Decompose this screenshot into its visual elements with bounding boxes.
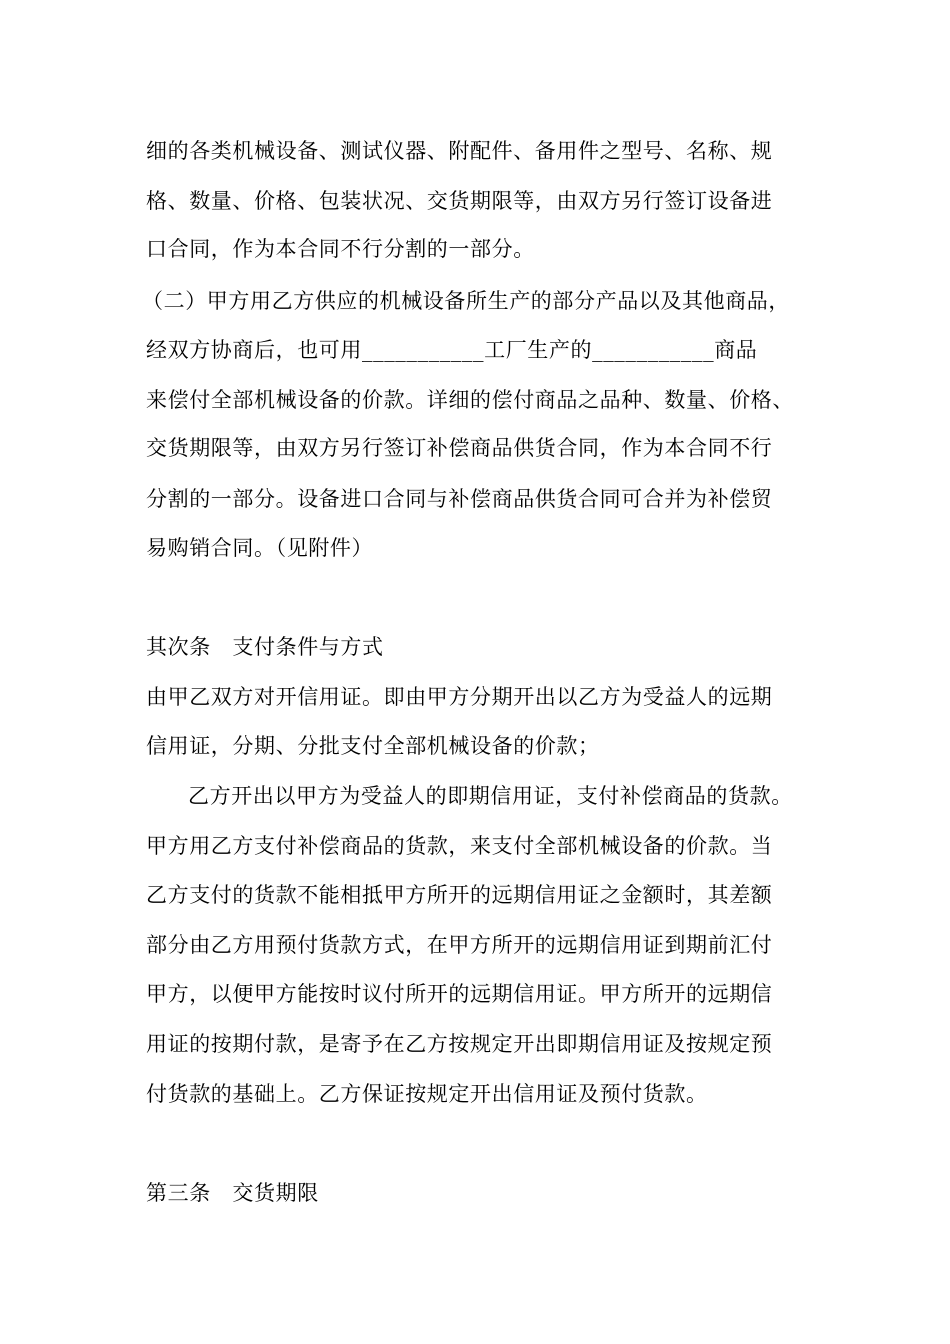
paragraph-line: 格、数量、价格、包装状况、交货期限等，由双方另行签订设备进 bbox=[146, 189, 773, 213]
paragraph-line: 付货款的基础上。乙方保证按规定开出信用证及预付货款。 bbox=[146, 1082, 708, 1106]
paragraph-line: 乙方开出以甲方为受益人的即期信用证，支付补偿商品的货款。 bbox=[188, 784, 793, 808]
paragraph-line: 易购销合同。（见附件） bbox=[146, 536, 374, 560]
paragraph-line: 甲方用乙方支付补偿商品的货款，来支付全部机械设备的价款。当 bbox=[146, 834, 773, 858]
paragraph-line: （二）甲方用乙方供应的机械设备所生产的部分产品以及其他商品， bbox=[142, 289, 790, 313]
section-heading: 第三条 交货期限 bbox=[146, 1181, 319, 1205]
paragraph-line: 甲方，以便甲方能按时议付所开的远期信用证。甲方所开的远期信 bbox=[146, 982, 773, 1006]
paragraph-line: 用证的按期付款，是寄予在乙方按规定开出即期信用证及按规定预 bbox=[146, 1032, 773, 1056]
paragraph-line: 乙方支付的货款不能相抵甲方所开的远期信用证之金额时，其差额 bbox=[146, 883, 773, 907]
paragraph-line: 口合同，作为本合同不行分割的一部分。 bbox=[146, 237, 535, 261]
paragraph-line: 经双方协商后，也可用___________工厂生产的___________商品 bbox=[146, 338, 758, 362]
paragraph-line: 细的各类机械设备、测试仪器、附配件、备用件之型号、名称、规 bbox=[146, 139, 773, 163]
paragraph-line: 由甲乙双方对开信用证。即由甲方分期开出以乙方为受益人的远期 bbox=[146, 685, 773, 709]
paragraph-line: 信用证，分期、分批支付全部机械设备的价款； bbox=[146, 734, 600, 758]
paragraph-line: 部分由乙方用预付货款方式，在甲方所开的远期信用证到期前汇付 bbox=[146, 933, 773, 957]
section-heading: 其次条 支付条件与方式 bbox=[146, 635, 384, 659]
paragraph-line: 交货期限等，由双方另行签订补偿商品供货合同，作为本合同不行 bbox=[146, 436, 773, 460]
paragraph-line: 分割的一部分。设备进口合同与补偿商品供货合同可合并为补偿贸 bbox=[146, 487, 773, 511]
paragraph-line: 来偿付全部机械设备的价款。详细的偿付商品之品种、数量、价格、 bbox=[146, 388, 794, 412]
